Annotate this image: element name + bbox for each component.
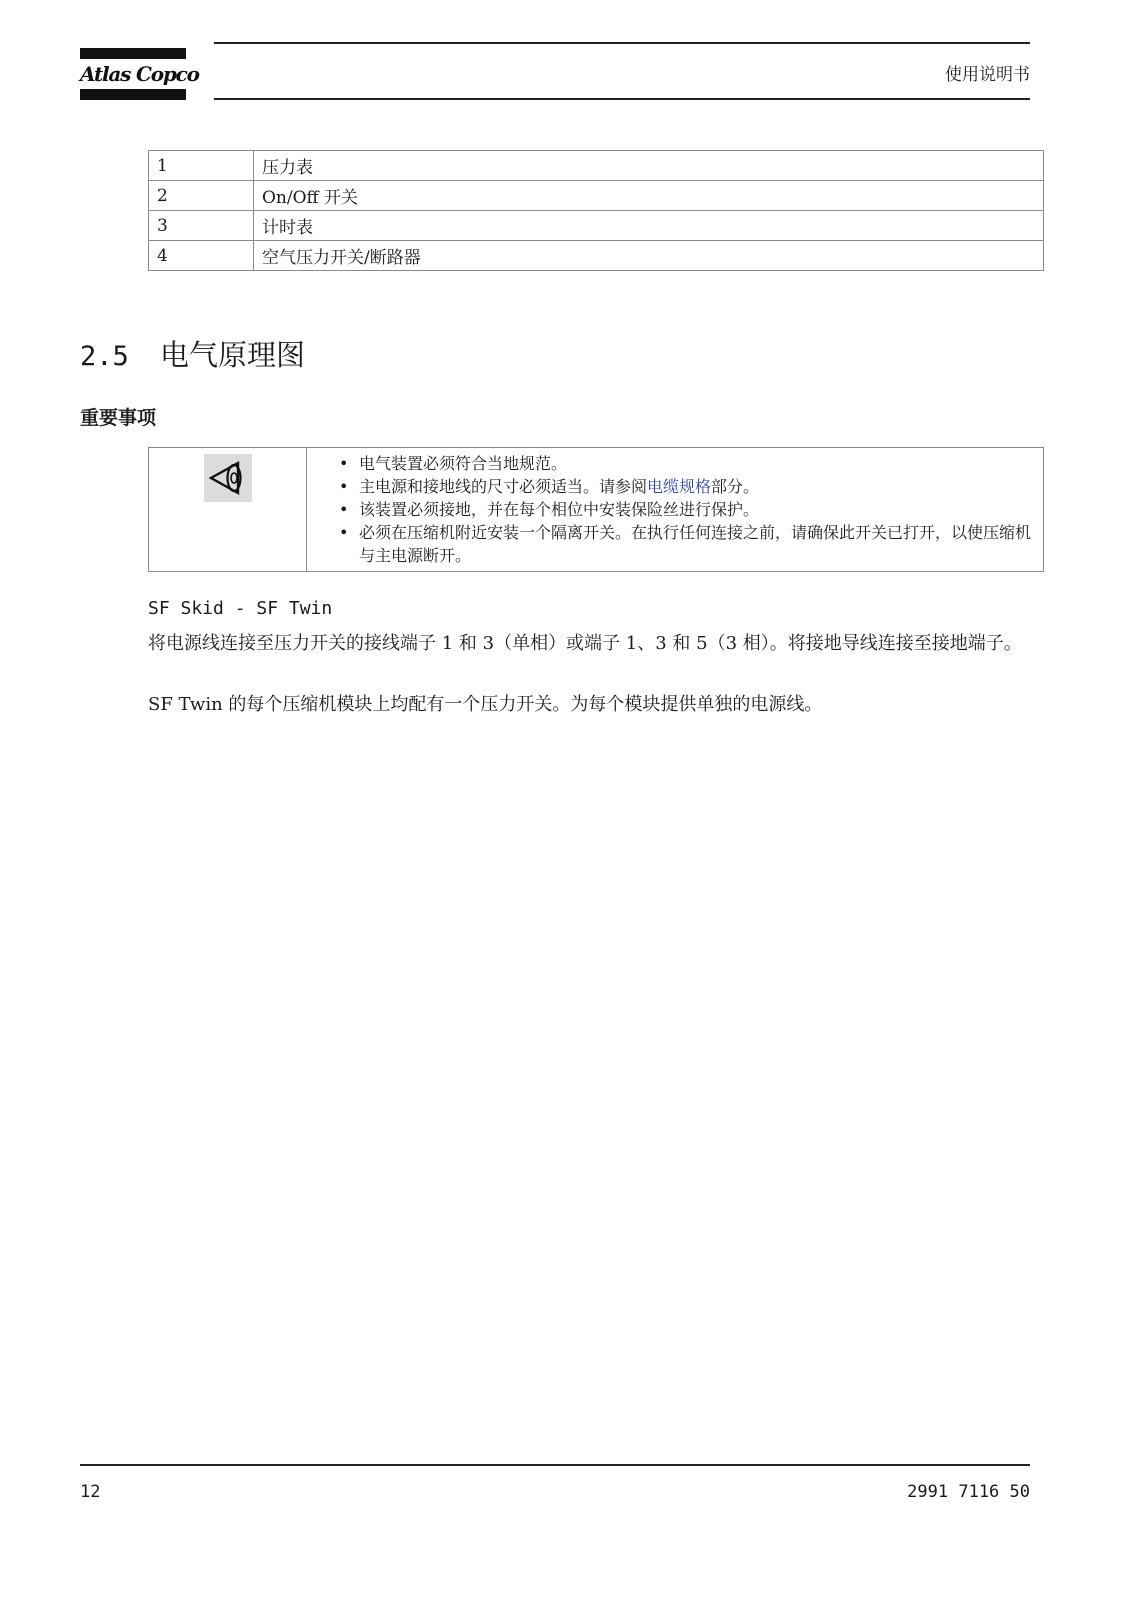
header-top-rule [214, 42, 1030, 44]
notice-icon-cell [149, 448, 307, 572]
section-title: 电气原理图 [160, 338, 306, 372]
table-row [149, 151, 1044, 181]
document-type: 使用说明书 [945, 65, 1030, 85]
cable-spec-link[interactable]: 电缆规格 [647, 477, 712, 496]
legend-number: 3 [149, 211, 254, 241]
legend-number: 1 [149, 151, 254, 181]
legend-label: 空气压力开关/断路器 [254, 241, 1044, 271]
legend-table [148, 150, 1044, 271]
page-number: 12 [80, 1482, 101, 1502]
table-row [149, 211, 1044, 241]
header-bottom-rule [214, 98, 1030, 100]
list-item: • 电气装置必须符合当地规范。 [337, 452, 1037, 475]
table-row [149, 241, 1044, 271]
legend-label: 压力表 [254, 151, 1044, 181]
logo-top-bar [80, 48, 186, 59]
notice-text-cell [307, 448, 1044, 572]
logo-wordmark: Atlas Copco [80, 62, 199, 86]
document-number: 2991 7116 50 [907, 1482, 1030, 1502]
section-heading [80, 333, 305, 374]
bullet2-text: 主电源和接地线的尺寸必须适当。请参阅 [359, 477, 648, 496]
sub-heading: SF Skid - SF Twin [148, 598, 333, 619]
logo-bottom-bar [80, 89, 186, 100]
legend-number: 4 [149, 241, 254, 271]
footer-rule [80, 1464, 1030, 1466]
paragraph-wiring: 将电源线连接至压力开关的接线端子 1 和 3（单相）或端子 1、3 和 5（3 相）。将接地导线连接至接地端子。 [148, 633, 1022, 654]
table-row [149, 181, 1044, 211]
bullet2-tail: 部分。 [711, 477, 760, 496]
notice-list [337, 452, 1037, 567]
notice-heading: 重要事项 [80, 407, 157, 429]
paragraph-twin: SF Twin 的每个压缩机模块上均配有一个压力开关。为每个模块提供单独的电源线。 [148, 694, 823, 715]
list-item: • 该装置必须接地，并在每个相位中安装保险丝进行保护。 [337, 498, 1037, 521]
legend-label: 计时表 [254, 211, 1044, 241]
atlas-copco-logo [80, 48, 199, 100]
legend-label: On/Off 开关 [254, 181, 1044, 211]
eye-warning-icon [204, 454, 252, 502]
section-number: 2.5 [80, 341, 129, 372]
list-item [337, 475, 1037, 498]
legend-number: 2 [149, 181, 254, 211]
notice-box [148, 447, 1044, 572]
list-item: • 必须在压缩机附近安装一个隔离开关。在执行任何连接之前，请确保此开关已打开，以使压缩机与主电源断开。 [337, 521, 1037, 567]
